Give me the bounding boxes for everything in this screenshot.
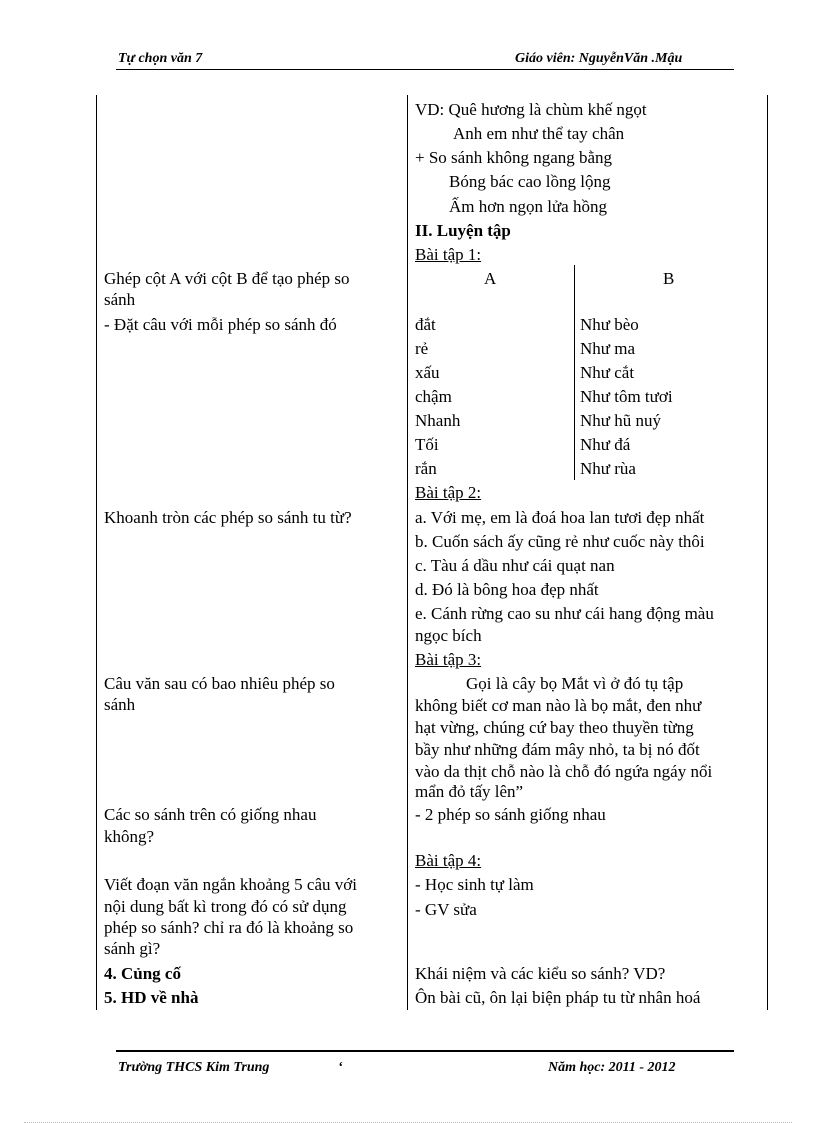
section-5-heading: 5. HD về nhà [104, 988, 199, 1007]
exercise-2-title: Bài tập 2: [415, 483, 482, 502]
footer-rule [116, 1050, 734, 1052]
match-a-1: đắt [415, 315, 436, 334]
exercise-4-item-2: - GV sửa [415, 900, 477, 919]
match-b-1: Như bèo [580, 315, 639, 334]
footer-school: Trường THCS Kim Trung [118, 1060, 270, 1075]
header-subject: Tự chọn văn 7 [118, 51, 203, 66]
exercise-2-item-a: a. Với mẹ, em là đoá hoa lan tươi đẹp nhất [415, 508, 705, 527]
task-5-line-4: sánh gì? [104, 939, 161, 958]
exercise-2-item-d: d. Đó là bông hoa đẹp nhất [415, 580, 599, 599]
exercise-3-line-3: hạt vừng, chúng cứ bay theo thuyền từng [415, 718, 694, 737]
exercise-3-line-1: Gọi là cây bọ Mắt vì ở đó tụ tập [466, 674, 684, 693]
header-rule [116, 69, 734, 70]
footer-mark: ‘ [338, 1060, 343, 1075]
homework-text: Ôn bài cũ, ôn lại biện pháp tu từ nhân hoá [415, 988, 701, 1007]
header-teacher: Giáo viên: NguyễnVăn .Mậu [515, 51, 683, 66]
exercise-3-line-5: vào da thịt chỗ nào là chỗ đó ngứa ngáy nổi [415, 762, 713, 781]
task-1b: - Đặt câu với mỗi phép so sánh đó [104, 315, 337, 334]
match-b-2: Như ma [580, 339, 636, 358]
task-5-line-3: phép so sánh? chỉ ra đó là khoảng so [104, 918, 354, 937]
exercise-4-title: Bài tập 4: [415, 851, 482, 870]
exercise-3-line-2: không biết cơ man nào là bọ mắt, đen như [415, 696, 702, 715]
exercise-3-line-6: mẩn đỏ tấy lên” [415, 782, 524, 801]
match-a-3: xấu [415, 363, 440, 382]
exercise-1-title: Bài tập 1: [415, 245, 482, 264]
consolidate-text: Khái niệm và các kiểu so sánh? VD? [415, 964, 666, 983]
task-1-line-1: Ghép cột A với cột B để tạo phép so [104, 269, 350, 288]
matching-divider [574, 265, 575, 480]
match-a-7: rắn [415, 459, 437, 478]
exercise-2-item-e-cont: ngọc bích [415, 626, 482, 645]
task-3-line-2: sánh [104, 695, 136, 714]
unequal-line-2: Ấm hơn ngọn lửa hồng [449, 197, 607, 216]
column-b-header: B [663, 269, 675, 288]
match-a-2: rẻ [415, 339, 429, 358]
example-line-1: VD: Quê hương là chùm khế ngọt [415, 100, 647, 119]
footer-year: Năm học: 2011 - 2012 [548, 1060, 676, 1075]
task-4-line-1: Các so sánh trên có giống nhau [104, 805, 317, 824]
task-3-line-1: Câu văn sau có bao nhiêu phép so [104, 674, 335, 693]
exercise-2-item-c: c. Tàu á dầu như cái quạt nan [415, 556, 615, 575]
match-a-4: chậm [415, 387, 452, 406]
task-5-line-1: Viết đoạn văn ngắn khoảng 5 câu với [104, 875, 357, 894]
exercise-2-item-e: e. Cánh rừng cao su như cái hang động màu [415, 604, 714, 623]
match-b-7: Như rùa [580, 459, 636, 478]
exercise-3-line-4: bầy như những đám mây nhỏ, ta bị nó đốt [415, 740, 700, 759]
exercise-4-item-1: - Học sinh tự làm [415, 875, 534, 894]
column-a-header: A [484, 269, 497, 288]
task-4-line-2: không? [104, 827, 155, 846]
match-a-5: Nhanh [415, 411, 461, 430]
example-line-2: Anh em như thể tay chân [453, 124, 625, 143]
match-b-4: Như tôm tươi [580, 387, 673, 406]
task-1-line-2: sánh [104, 290, 136, 309]
practice-heading: II. Luyện tập [415, 221, 511, 240]
match-b-6: Như đá [580, 435, 631, 454]
match-b-5: Như hũ nuý [580, 411, 661, 430]
answer-same: - 2 phép so sánh giống nhau [415, 805, 606, 824]
exercise-3-title: Bài tập 3: [415, 650, 482, 669]
task-2: Khoanh tròn các phép so sánh tu từ? [104, 508, 352, 527]
section-4-heading: 4. Củng cố [104, 964, 181, 983]
unequal-heading: + So sánh không ngang bằng [415, 148, 613, 167]
task-5-line-2: nội dung bất kì trong đó có sử dụng [104, 897, 347, 916]
match-b-3: Như cắt [580, 363, 635, 382]
table-middle-border [407, 95, 408, 1010]
exercise-2-item-b: b. Cuốn sách ấy cũng rẻ như cuốc này thôi [415, 532, 705, 551]
table-left-border [96, 95, 97, 1010]
unequal-line-1: Bóng bác cao lồng lộng [449, 172, 611, 191]
match-a-6: Tối [415, 435, 439, 454]
table-right-border [767, 95, 768, 1010]
